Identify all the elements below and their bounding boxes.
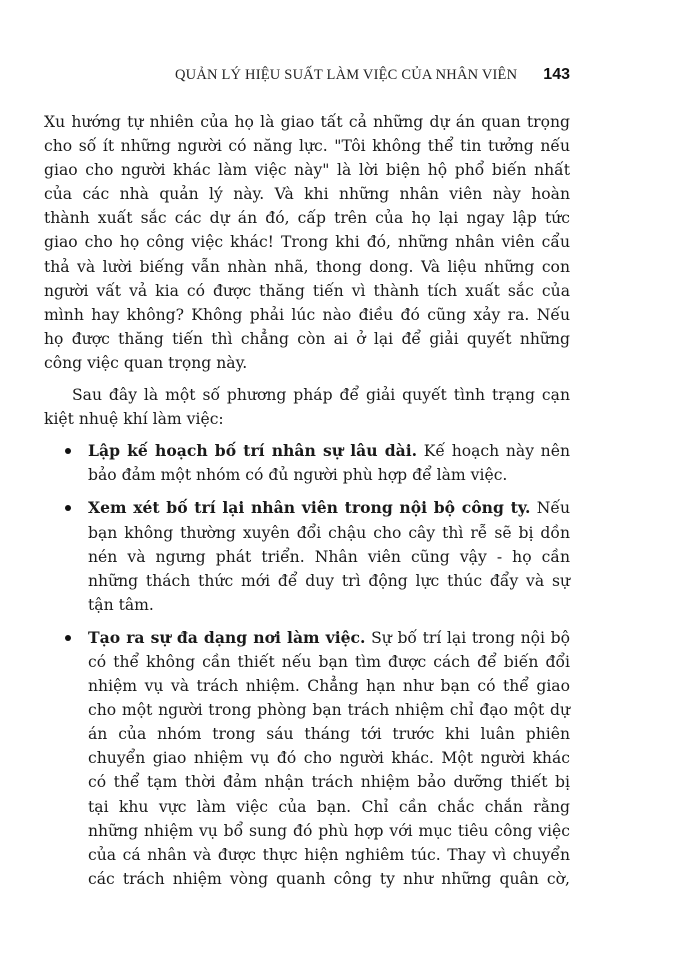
- bullet-icon: [65, 505, 71, 511]
- text-line: Sau đây là một số phương pháp để giải quyết tình trạng cạn: [72, 386, 570, 405]
- text-line: họ được thăng tiến thì chẳng còn ai ở lại để giải quyết những: [44, 329, 570, 348]
- text-line: [88, 496, 570, 520]
- running-title: QUẢN LÝ HIỆU SUẤT LÀM VIỆC CỦA NHÂN VIÊN: [174, 67, 518, 83]
- text-line: của cá nhân và được thực hiện nghiêm túc. Thay vì chuyển: [88, 845, 570, 864]
- text-line: người vất vả kia có được thăng tiến vì thành tích xuất sắc của: [44, 281, 570, 300]
- bullet-item: [44, 496, 570, 616]
- text-line: có thể không cần thiết nếu bạn tìm được cách để biến đổi: [88, 652, 570, 671]
- text-line: có thể tạm thời đảm nhận trách nhiệm bảo dưỡng thiết bị: [88, 773, 570, 792]
- paragraph-2: [44, 383, 570, 431]
- text-line: nhiệm vụ và trách nhiệm. Chẳng hạn như bạn có thể giao: [88, 677, 570, 696]
- text-line: những thách thức mới để duy trì động lực thúc đẩy và sự: [88, 571, 570, 590]
- bullet-heading: Lập kế hoạch bố trí nhân sự lâu dài.: [88, 441, 418, 461]
- text-line: kiệt nhuệ khí làm việc:: [44, 410, 224, 429]
- text-line: công việc quan trọng này.: [44, 353, 248, 372]
- bullet-heading: Tạo ra sự đa dạng nơi làm việc.: [88, 627, 366, 647]
- text-line: những nhiệm vụ bổ sung đó phù hợp với mục tiêu công việc: [88, 821, 570, 840]
- text-line: bạn không thường xuyên đổi chậu cho cây thì rễ sẽ bị dồn: [88, 523, 570, 542]
- text-line: [88, 439, 570, 463]
- text-line: Xu hướng tự nhiên của họ là giao tất cả những dự án quan trọng: [44, 113, 570, 131]
- text-line: cho số ít những người có năng lực. "Tôi không thể tin tưởng nếu: [44, 137, 570, 156]
- body-text: [44, 110, 570, 900]
- text-line: án của nhóm trong sáu tháng tới trước khi luân phiên: [88, 725, 570, 744]
- text-line: tại khu vực làm việc của bạn. Chỉ cần chắc chắn rằng: [88, 797, 570, 816]
- text-line: của các nhà quản lý này. Và khi những nhân viên này hoàn: [44, 185, 570, 204]
- text-line: mình hay không? Không phải lúc nào điều đó cũng xảy ra. Nếu: [44, 305, 570, 324]
- paragraph-1: [44, 110, 570, 375]
- bullet-icon: [65, 635, 71, 641]
- text-line: tận tâm.: [88, 595, 154, 614]
- bullet-icon: [65, 448, 71, 454]
- text-line: thành xuất sắc các dự án đó, cấp trên của họ lại ngay lập tức: [44, 209, 570, 228]
- running-header: [140, 66, 570, 84]
- page-number: 143: [543, 66, 570, 83]
- text-line: cho một người trong phòng bạn trách nhiệm chỉ đạo một dự: [88, 701, 570, 720]
- text-line: nén và ngưng phát triển. Nhân viên cũng vậy - họ cần: [88, 547, 570, 566]
- text-line: các trách nhiệm vòng quanh công ty như những quân cờ,: [88, 869, 570, 888]
- text-line: thả và lười biếng vẫn nhàn nhã, thong dong. Và liệu những con: [44, 257, 570, 276]
- bullet-item: [44, 626, 570, 891]
- bullet-text: Nếu: [530, 499, 570, 518]
- bullet-heading: Xem xét bố trí lại nhân viên trong nội bộ công ty.: [88, 498, 531, 518]
- text-line: [88, 626, 570, 650]
- bullet-item: [44, 439, 570, 487]
- text-line: giao cho người khác làm việc này" là lời biện hộ phổ biến nhất: [44, 161, 570, 180]
- text-line: bảo đảm một nhóm có đủ người phù hợp để làm việc.: [88, 466, 508, 485]
- bullet-text: Kế hoạch này nên: [417, 442, 570, 461]
- text-line: giao cho họ công việc khác! Trong khi đó, những nhân viên cẩu: [44, 233, 570, 252]
- bullet-text: Sự bố trí lại trong nội bộ: [365, 628, 570, 647]
- text-line: chuyển giao nhiệm vụ đó cho người khác. Một người khác: [88, 749, 570, 768]
- bullet-list: [44, 439, 570, 891]
